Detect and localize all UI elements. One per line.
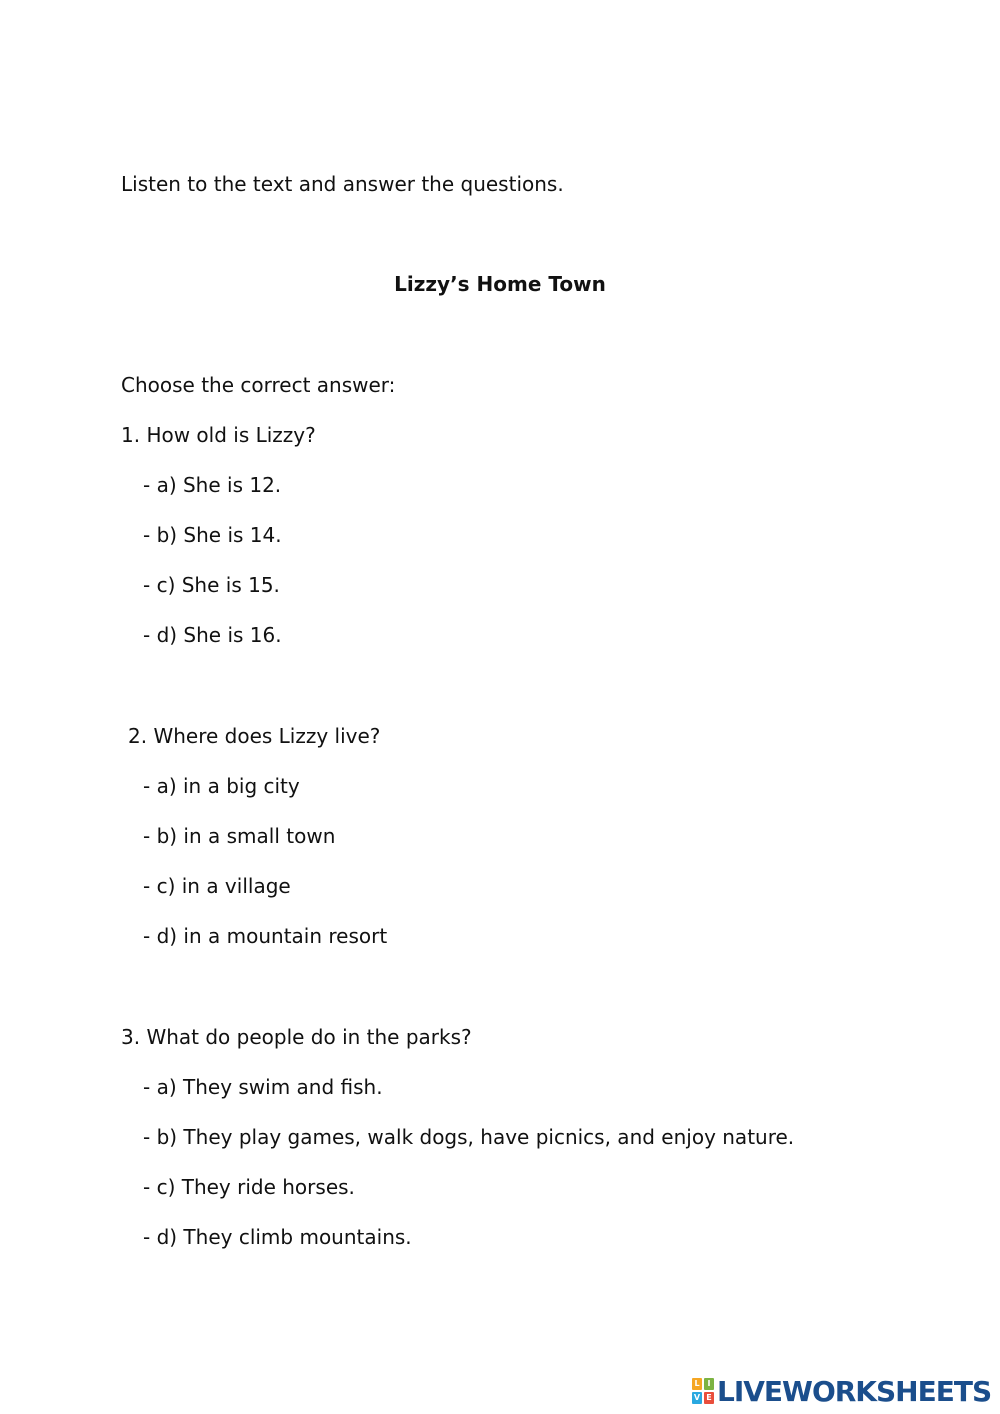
question-1-option-d: - d) She is 16. [143, 623, 282, 647]
logo-mark-tile: E [704, 1392, 714, 1404]
liveworksheets-logo-mark-icon [692, 1378, 714, 1404]
logo-text: LIVEWORKSHEETS [717, 1374, 992, 1408]
question-3-option-c: - c) They ride horses. [143, 1175, 355, 1199]
question-2: 2. Where does Lizzy live? [128, 724, 381, 748]
instruction-text: Listen to the text and answer the questions. [121, 172, 564, 196]
question-2-option-d: - d) in a mountain resort [143, 924, 388, 948]
question-3-option-a: - a) They swim and fish. [143, 1075, 383, 1099]
choose-prompt: Choose the correct answer: [121, 373, 396, 397]
question-1-option-c: - c) She is 15. [143, 573, 280, 597]
logo-mark-tile: I [704, 1378, 714, 1390]
question-3-option-d: - d) They climb mountains. [143, 1225, 412, 1249]
question-2-option-a: - a) in a big city [143, 774, 300, 798]
question-3: 3. What do people do in the parks? [121, 1025, 472, 1049]
question-1: 1. How old is Lizzy? [121, 423, 316, 447]
liveworksheets-logo [692, 1374, 991, 1408]
question-2-option-c: - c) in a village [143, 874, 291, 898]
question-2-option-b: - b) in a small town [143, 824, 336, 848]
question-1-option-a: - a) She is 12. [143, 473, 282, 497]
logo-mark-tile: L [692, 1378, 702, 1390]
question-1-option-b: - b) She is 14. [143, 523, 282, 547]
question-3-option-b: - b) They play games, walk dogs, have picnics, and enjoy nature. [143, 1125, 795, 1149]
worksheet-title: Lizzy’s Home Town [394, 272, 606, 296]
logo-mark-tile: V [693, 1393, 701, 1402]
